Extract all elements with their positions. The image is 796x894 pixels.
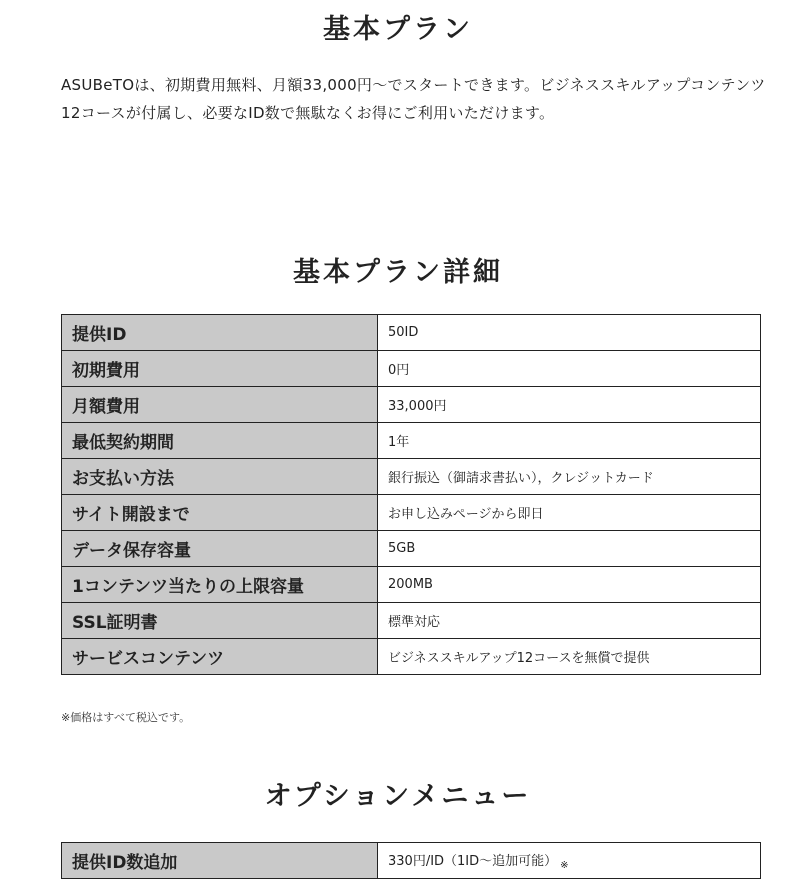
row-label: サービスコンテンツ bbox=[62, 639, 378, 675]
row-label: 1コンテンツ当たりの上限容量 bbox=[62, 567, 378, 603]
note-mark: ※ bbox=[560, 860, 569, 871]
table-row bbox=[62, 351, 761, 387]
row-label: お支払い方法 bbox=[62, 459, 378, 495]
row-value: 標準対応 bbox=[378, 603, 761, 639]
table-row bbox=[62, 531, 761, 567]
plan-detail-title: 基本プラン詳細 bbox=[293, 257, 503, 288]
row-value: 200MB bbox=[378, 567, 761, 603]
row-value: お申し込みページから即日 bbox=[378, 495, 761, 531]
row-label: 提供ID数追加 bbox=[62, 843, 378, 879]
row-value-cell bbox=[378, 843, 761, 879]
table-row bbox=[62, 495, 761, 531]
basic-plan-title: 基本プラン bbox=[323, 14, 473, 45]
row-label: 提供ID bbox=[62, 315, 378, 351]
row-value: 33,000円 bbox=[378, 387, 761, 423]
row-value: 5GB bbox=[378, 531, 761, 567]
tax-footnote: ※価格はすべて税込です。 bbox=[61, 711, 191, 724]
option-menu-table bbox=[61, 842, 761, 879]
row-label: サイト開設まで bbox=[62, 495, 378, 531]
table-row bbox=[62, 387, 761, 423]
row-label: 月額費用 bbox=[62, 387, 378, 423]
table-row bbox=[62, 315, 761, 351]
table-row bbox=[62, 423, 761, 459]
basic-plan-intro: ASUBeTOは、初期費用無料、月額33,000円〜でスタートできます。ビジネススキルアップコンテンツ12コースが付属し、必要なID数で無駄なくお得にご利用いただけます。 bbox=[61, 76, 766, 122]
row-label: 最低契約期間 bbox=[62, 423, 378, 459]
row-label: SSL証明書 bbox=[62, 603, 378, 639]
plan-detail-table bbox=[61, 314, 761, 675]
row-label: 初期費用 bbox=[62, 351, 378, 387]
row-label: データ保存容量 bbox=[62, 531, 378, 567]
table-row bbox=[62, 843, 761, 879]
row-value: 0円 bbox=[378, 351, 761, 387]
table-row bbox=[62, 603, 761, 639]
row-value: ビジネススキルアップ12コースを無償で提供 bbox=[378, 639, 761, 675]
row-value: 50ID bbox=[378, 315, 761, 351]
option-menu-title: オプションメニュー bbox=[264, 781, 532, 812]
row-value: 銀行振込（御請求書払い），クレジットカード bbox=[378, 459, 761, 495]
table-row bbox=[62, 459, 761, 495]
table-row bbox=[62, 567, 761, 603]
row-value: 330円/ID（1ID〜追加可能） bbox=[388, 854, 558, 869]
row-value: 1年 bbox=[378, 423, 761, 459]
table-row bbox=[62, 639, 761, 675]
